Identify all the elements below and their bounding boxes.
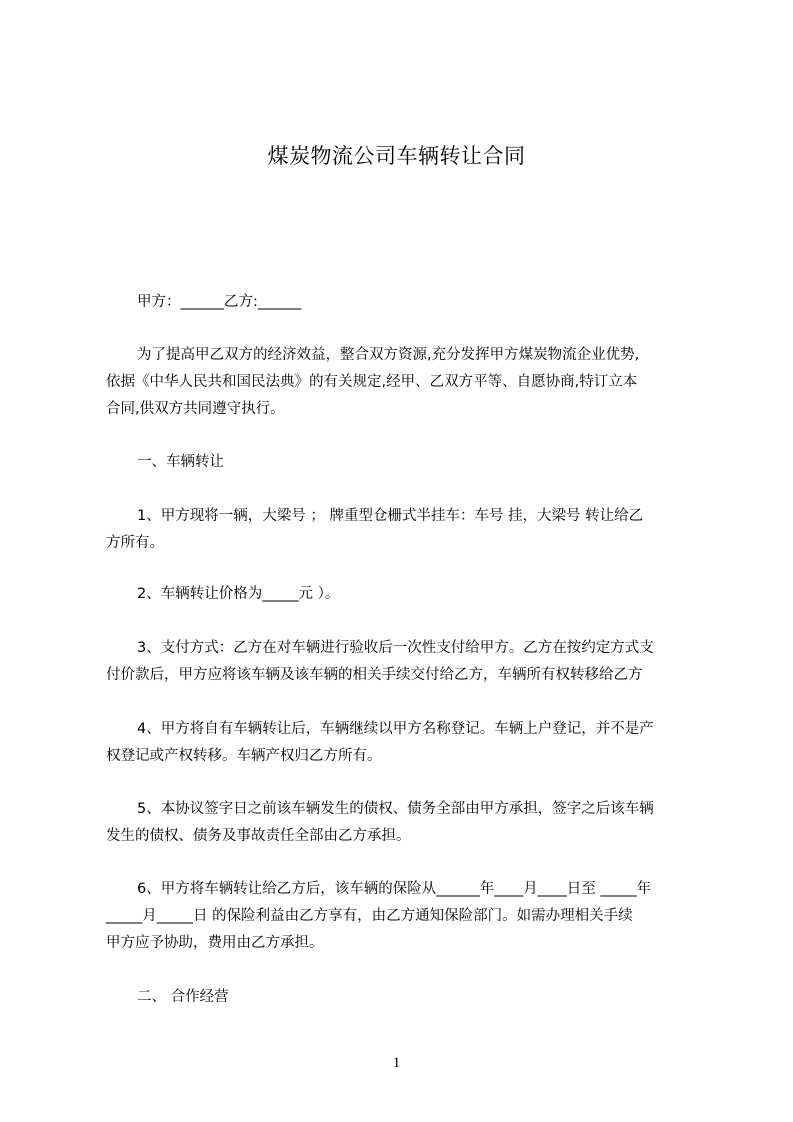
clause-4-line-1: 4、甲方将自有车辆转让后，车辆继续以甲方名称登记。车辆上户登记，并不是产 [137,721,654,737]
preamble-line-1: 为了提高甲乙双方的经济效益，整合双方资源,充分发挥甲方煤炭物流企业优势, [137,347,640,363]
clause-4-line-2: 权登记或产权转移。车辆产权归乙方所有。 [106,748,382,764]
clause-1-line-2: 方所有。 [106,535,164,551]
document-title: 煤炭物流公司车辆转让合同 [267,144,526,168]
clause-2-line: 2、车辆转让价格为_____元 ）。 [137,586,340,602]
preamble-line-3: 合同,供双方共同遵守执行。 [106,401,285,417]
clause-1-line-1: 1、甲方现将一辆，大梁号 ； 牌重型仓栅式半挂车：车号 挂，大梁号 转让给乙 [137,508,644,524]
clause-6-line-2: _____月_____日 的保险利益由乙方享有，由乙方通知保险部门。如需办理相关手续 [106,908,633,924]
clause-3-line-2: 付价款后，甲方应将该车辆及该车辆的相关手续交付给乙方，车辆所有权转移给乙方 [106,667,643,683]
section-heading-2: 二、 合作经营 [137,989,229,1005]
clause-6-line-3: 甲方应予协助，费用由乙方承担。 [106,935,324,951]
clause-3-line-1: 3、支付方式：乙方在对车辆进行验收后一次性支付给甲方。乙方在按约定方式支 [137,640,654,656]
clause-5-line-1: 5、本协议签字日之前该车辆发生的债权、债务全部由甲方承担，签字之后该车辆 [137,801,654,817]
section-heading-1: 一、车辆转让 [137,454,224,470]
preamble-line-2: 依据《中华人民共和国民法典》的有关规定,经甲、乙双方平等、自愿协商,特订立本 [106,374,638,390]
party-line: 甲方：______乙方:______ [137,294,302,310]
clause-5-line-2: 发生的债权、债务及事故责任全部由乙方承担。 [106,828,411,844]
clause-6-line-1: 6、甲方将车辆转让给乙方后，该车辆的保险从______年____月____日至 _____年 [137,881,652,897]
page-number: 1 [392,1055,401,1071]
